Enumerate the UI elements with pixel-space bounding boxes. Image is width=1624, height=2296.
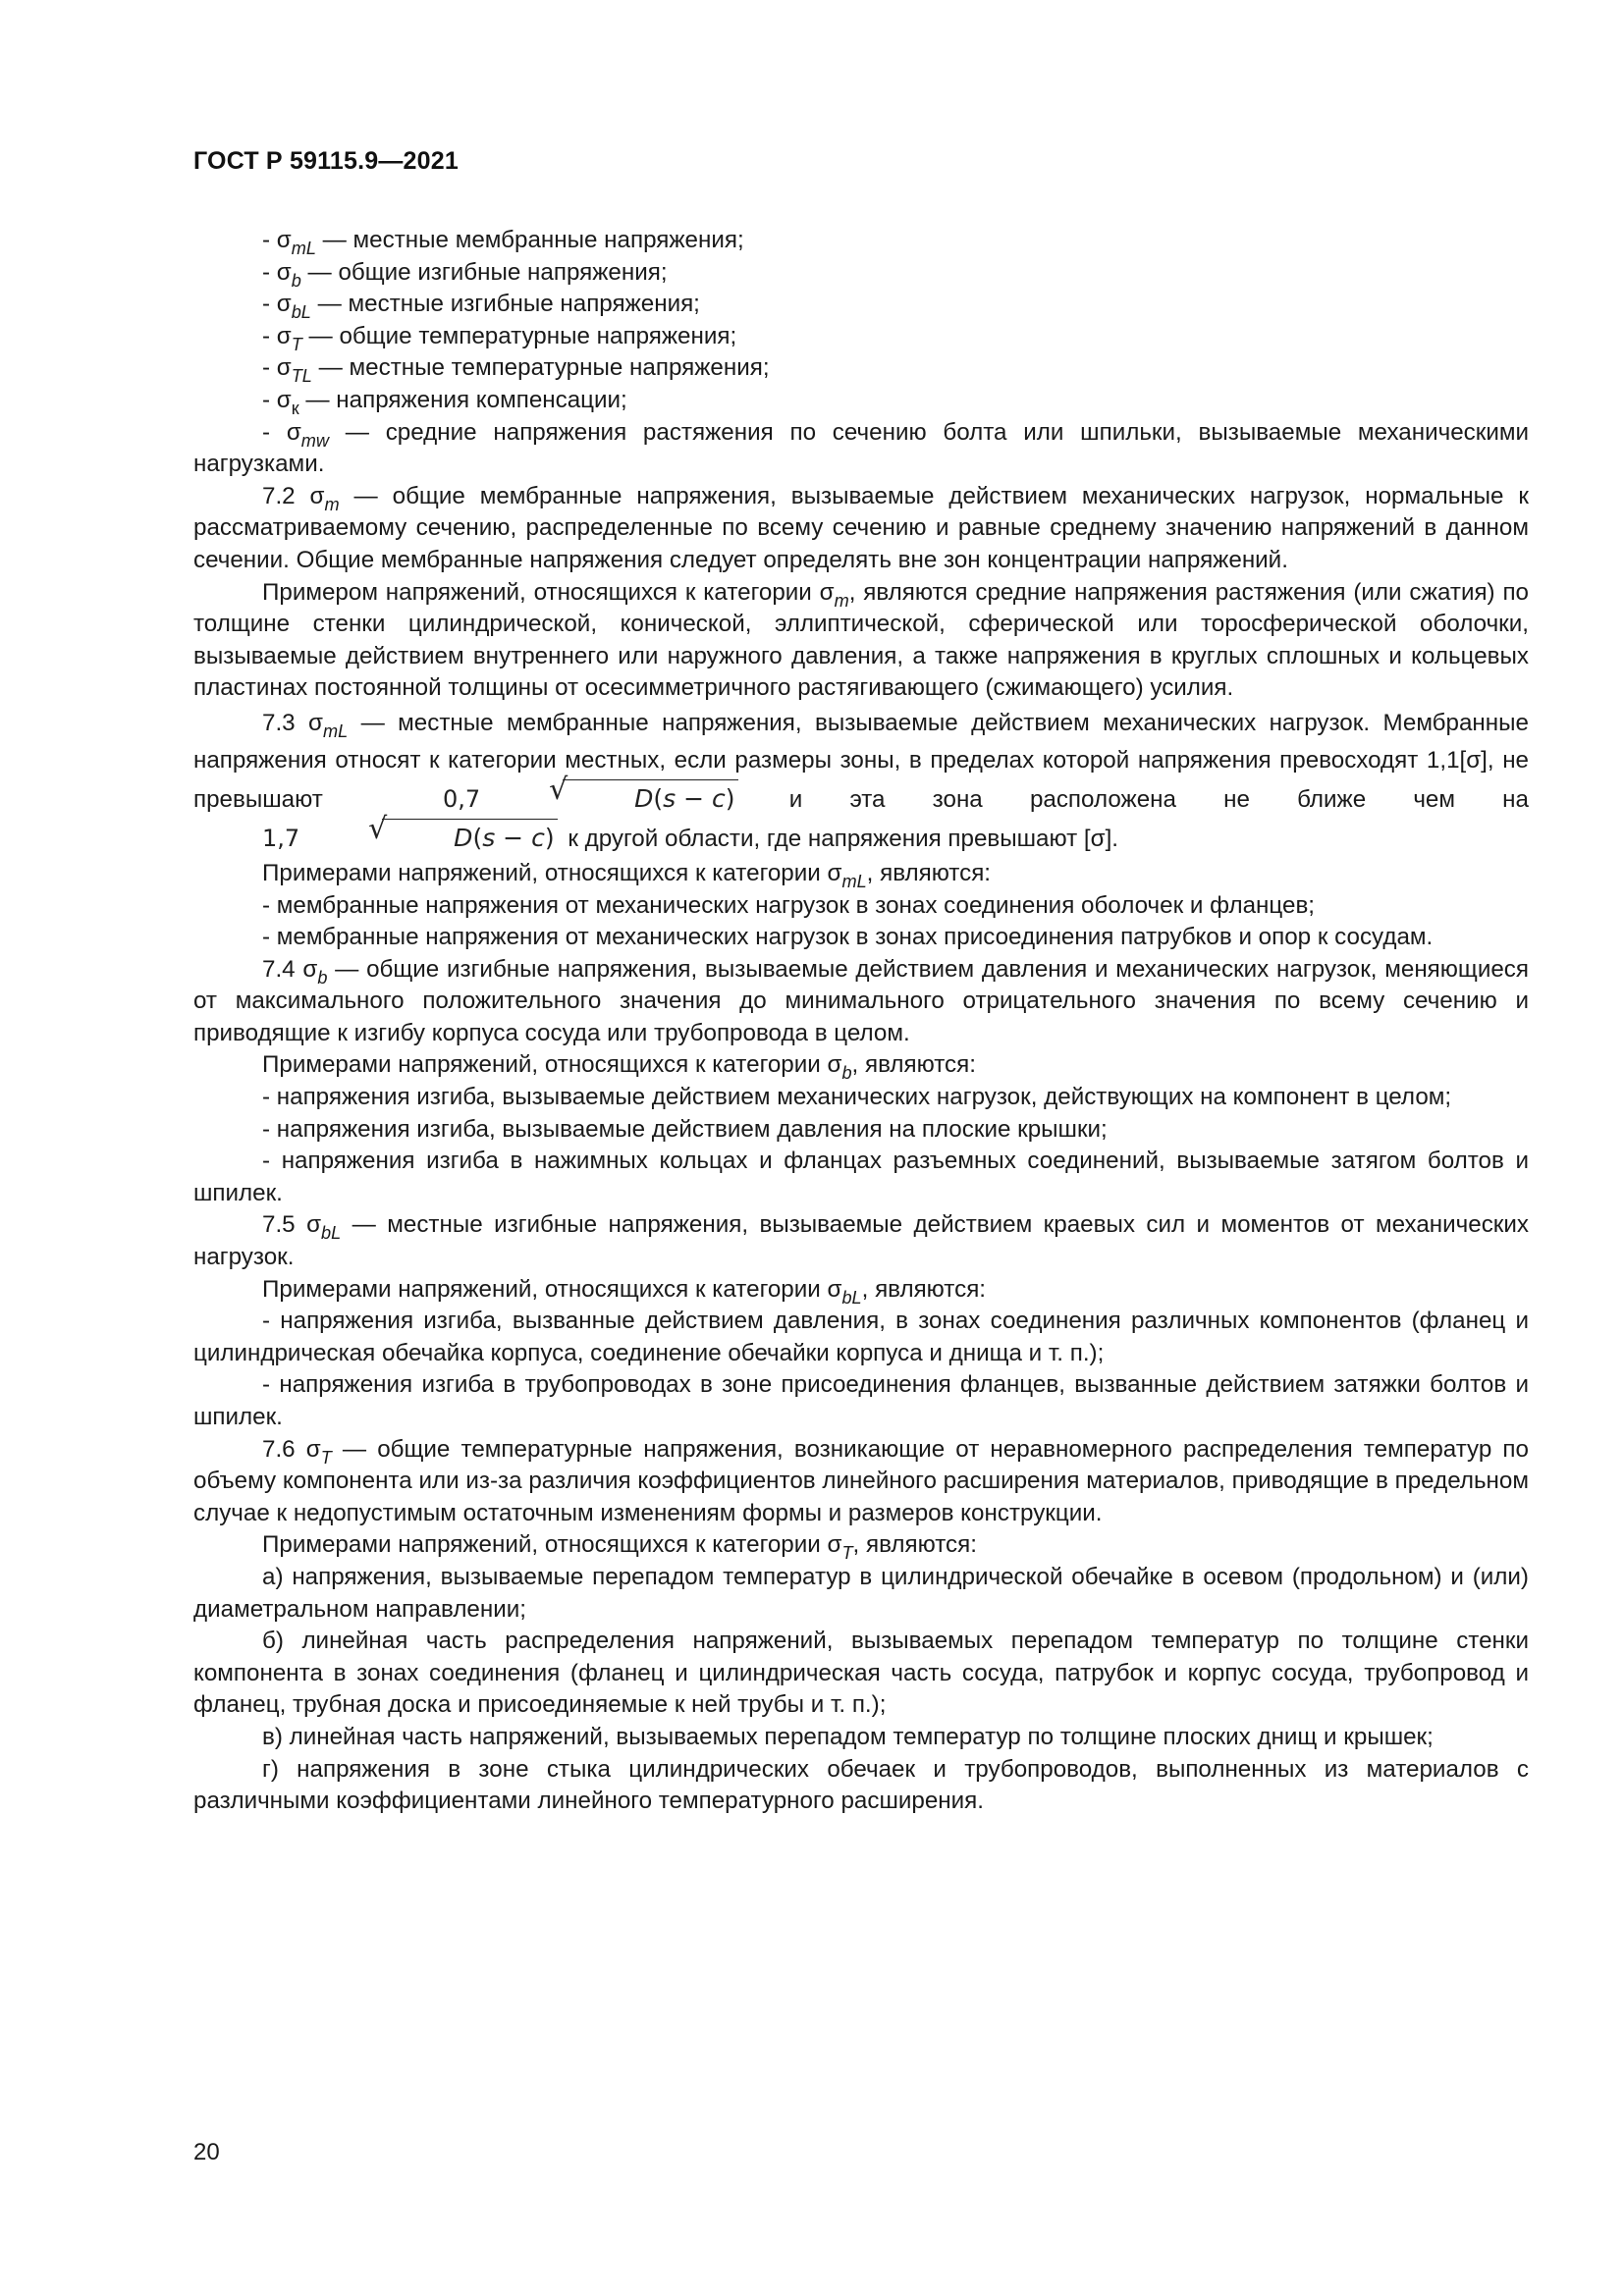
paragraph-7-4: 7.4 $\sigma_b$ — общие изгибные напряжения, вызываемые действием давления и механических нагрузок, меняющиеся от максимального положительного значения до минимального отрицательного значения по всему сечению и приводящие к изгибу корпуса сосуда или трубопровода в целом.	[193, 955, 1529, 1046]
symbol-sigma: σ	[286, 418, 301, 446]
symbol-sigma: σ	[827, 1531, 842, 1559]
paragraph-example-sigma-T: Примерами напряжений, относящихся к категории $\sigma_T$, являются:	[262, 1531, 977, 1564]
symbol-sigma: σ	[276, 386, 292, 413]
symbol-subscript: mL	[841, 871, 867, 891]
symbol-sigma: σ	[302, 955, 318, 983]
list-item: - напряжения изгиба, вызываемые действием механических нагрузок, действующих на компонент в целом;	[262, 1084, 1452, 1111]
paragraph-example-sigma-m: Примером напряжений, относящихся к категории $\sigma_m$, являются средние напряжения растяжения (или сжатия) по толщине стенки цилиндрической, конической, эллиптической, сферической или торосферической оболочки, вызываемые действием внутреннего или наружного давления, а также напряжения в круглых сплошных и кольцевых пластинах постоянной толщины от осесимметричного растягивающего (сжимающего) усилия.	[193, 578, 1530, 702]
symbol-subscript: mL	[322, 721, 349, 741]
paragraph-example-sigma-b: Примерами напряжений, относящихся к категории $\sigma_b$, являются:	[262, 1051, 976, 1084]
list-item: - напряжения изгиба в трубопроводах в зоне присоединения фланцев, вызванные действием затяжки болтов и шпилек.	[193, 1371, 1529, 1430]
list-item-sigma-k: - $\sigma_к$ — напряжения компенсации;	[262, 386, 627, 418]
list-item: - напряжения изгиба, вызванные действием давления, в зонах соединения различных компонентов (фланец и цилиндрическая обечайка корпуса, соединение обечайки корпуса и днища и т. п.);	[193, 1308, 1529, 1366]
symbol-subscript: T	[291, 334, 302, 354]
symbol-subscript: mL	[291, 238, 316, 258]
paragraph-example-sigma-mL: Примерами напряжений, относящихся к категории $\sigma_{mL}$, являются:	[262, 859, 992, 891]
list-item: - напряжения изгиба в нажимных кольцах и фланцах разъемных соединений, вызываемые затягом болтов и шпилек.	[193, 1148, 1529, 1206]
symbol-sigma: σ	[827, 859, 842, 886]
symbol-sigma: σ	[827, 1275, 842, 1303]
list-item-sigma-b: - $\sigma_b$ — общие изгибные напряжения;	[262, 258, 668, 291]
symbol-sigma: σ	[276, 227, 292, 253]
paragraph-7-5: 7.5 $\sigma_{bL}$ — местные изгибные напряжения, вызываемые действием краевых сил и моментов от механических нагрузок.	[193, 1211, 1529, 1271]
sqrt-icon: √	[549, 772, 568, 807]
list-item-sigma-mL: - $\sigma_{mL}$ — местные мембранные напряжения;	[262, 227, 744, 258]
page-number: 20	[193, 2139, 220, 2165]
list-item: - напряжения изгиба, вызываемые действием давления на плоские крышки;	[262, 1115, 1108, 1143]
symbol-subscript: T	[841, 1543, 853, 1564]
paragraph-7-6: 7.6 $\sigma_T$ — общие температурные напряжения, возникающие от неравномерного распределения температур по объему компонента или из-за различия коэффициентов линейного расширения материалов, приводящие в предельном случае к недопустимым остаточным изменениям формы и размеров конструкции.	[193, 1435, 1529, 1526]
document-header: ГОСТ Р 59115.9—2021	[193, 147, 459, 175]
list-item: а) напряжения, вызываемые перепадом температур в цилиндрической обечайке в осевом (продольном) и (или) диаметральном направлении;	[193, 1563, 1529, 1623]
symbol-sigma: σ	[827, 1051, 842, 1079]
paragraph-7-3: 7.3 $\sigma_{mL}$ — местные мембранные напряжения, вызываемые действием механических нагрузок. Мембранные напряжения относят к категории местных, если размеры зоны, в пределах которой напряжения превосходят 1,1[σ], не превышают 0,7 √ D(s − c) и эта зона расположена не ближе чем на 1,7 √ D(s − c) к другой области, где напряжения превышают [σ].	[193, 705, 1529, 858]
symbol-subscript: bL	[841, 1287, 862, 1308]
list-item-sigma-mw: - $\sigma_{mw}$ — средние напряжения растяжения по сечению болта или шпильки, вызываемые механическими нагрузками.	[193, 418, 1529, 478]
formula-sqrt-0-7: 0,7 √ D(s − c)	[374, 779, 738, 818]
symbol-sigma: σ	[309, 482, 325, 509]
sqrt-icon: √	[368, 811, 388, 846]
symbol-sigma: σ	[819, 578, 835, 606]
list-item: б) линейная часть распределения напряжений, вызываемых перепадом температур по толщине стенки компонента в зонах соединения (фланец и цилиндрическая часть сосуда, патрубок и корпус сосуда, трубопровод и фланец, трубная доска и присоединяемые к ней трубы и т. п.);	[193, 1628, 1529, 1719]
symbol-subscript: к	[291, 398, 299, 418]
list-item-sigma-T: - $\sigma_T$ — общие температурные напряжения;	[262, 322, 737, 354]
paragraph-example-sigma-bL: Примерами напряжений, относящихся к категории $\sigma_{bL}$, являются:	[262, 1275, 987, 1308]
list-item: - мембранные напряжения от механических нагрузок в зонах соединения оболочек и фланцев;	[262, 891, 1316, 919]
symbol-subscript: T	[320, 1447, 332, 1468]
symbol-subscript: b	[317, 967, 328, 988]
paragraph-7-2: 7.2 $\sigma_m$ — общие мембранные напряжения, вызываемые действием механических нагрузок, нормальные к рассматриваемому сечению, распределенные по всему сечению и равные среднему значению напряжений в данном сечении. Общие мембранные напряжения следует определять вне зон концентрации напряжений.	[193, 482, 1529, 573]
symbol-subscript: mw	[300, 430, 329, 451]
symbol-sigma: σ	[276, 291, 292, 318]
formula-sqrt-1-7: 1,7 √ D(s − c)	[193, 819, 558, 857]
symbol-sigma: σ	[276, 258, 292, 286]
list-item: в) линейная часть напряжений, вызываемых перепадом температур по толщине плоских днищ и крышек;	[262, 1723, 1434, 1750]
symbol-subscript: bL	[321, 1223, 342, 1244]
symbol-subscript: m	[834, 590, 849, 611]
symbol-sigma: σ	[306, 1211, 321, 1239]
symbol-sigma: σ	[276, 322, 292, 349]
symbol-subscript: b	[291, 270, 301, 291]
list-item-sigma-bL: - $\sigma_{bL}$ — местные изгибные напряжения;	[262, 291, 700, 323]
document-body	[193, 225, 1529, 1818]
symbol-subscript: TL	[291, 366, 312, 387]
symbol-subscript: bL	[291, 302, 311, 323]
list-item: г) напряжения в зоне стыка цилиндрических обечаек и трубопроводов, выполненных из материалов с различными коэффициентами линейного температурного расширения.	[193, 1755, 1529, 1815]
list-item: - мембранные напряжения от механических нагрузок в зонах присоединения патрубков и опор к сосудам.	[262, 924, 1434, 951]
list-item-sigma-TL: - $\sigma_{TL}$ — местные температурные напряжения;	[262, 354, 770, 387]
symbol-sigma: σ	[305, 1435, 321, 1463]
symbol-sigma: σ	[276, 354, 292, 382]
symbol-sigma: σ	[308, 709, 323, 736]
symbol-subscript: b	[841, 1063, 852, 1084]
symbol-subscript: m	[324, 494, 340, 514]
